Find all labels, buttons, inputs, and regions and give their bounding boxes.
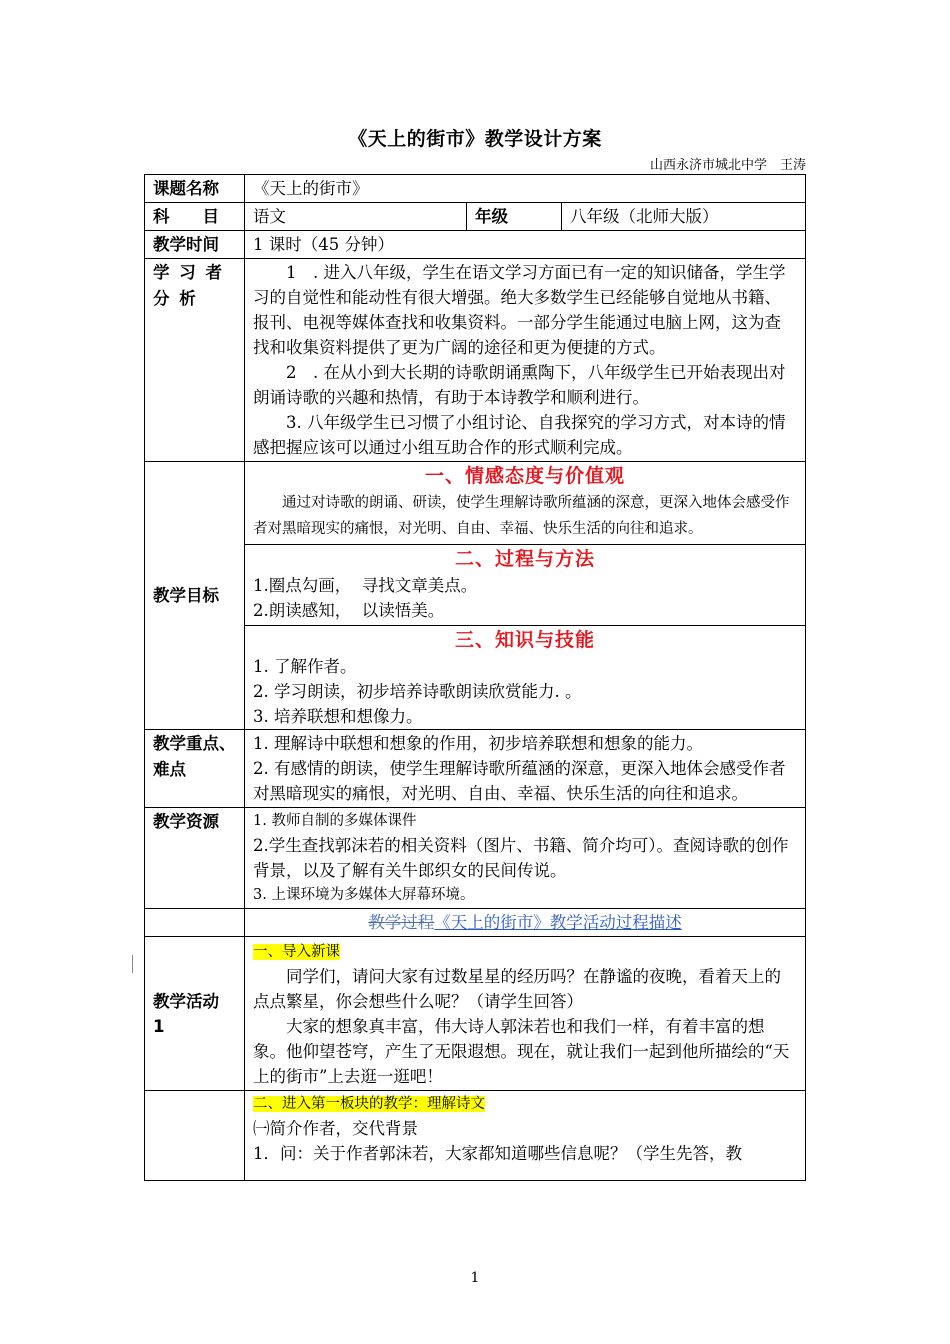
row-activity-1 bbox=[145, 937, 806, 1091]
resource-2: 2.学生查找郭沫若的相关资料（图片、书籍、简介均可）。查阅诗歌的创作背景，以及了解有关牛郎织女的民间传说。 bbox=[253, 836, 789, 880]
label-subject: 科 目 bbox=[145, 203, 245, 231]
value-subject: 语文 bbox=[245, 203, 467, 231]
process-header-empty bbox=[145, 909, 245, 937]
goals-section-1-text: 通过对诗歌的朗诵、研读，使学生理解诗歌所蕴涵的深意，更深入地体会感受作者对黑暗现实的痛恨，对光明、自由、幸福、快乐生活的向往和追求。 bbox=[253, 495, 790, 537]
row-course-name bbox=[145, 175, 806, 203]
key-point-2: 2. 有感情的朗读，使学生理解诗歌所蕴涵的深意，更深入地体会感受作者对黑暗现实的痛恨，对光明、自由、幸福、快乐生活的向往和追求。 bbox=[253, 759, 786, 803]
row-activity-2 bbox=[145, 1091, 806, 1181]
value-course-name: 《天上的街市》 bbox=[245, 175, 806, 203]
author-line: 山西永济市城北中学 王涛 bbox=[649, 158, 806, 173]
label-teaching-goals: 教学目标 bbox=[145, 462, 245, 730]
label-key-points: 教学重点、难点 bbox=[145, 730, 245, 808]
learner-analysis-content bbox=[245, 259, 806, 462]
goals-section-3-heading: 三、知识与技能 bbox=[455, 629, 596, 651]
goals-section-3 bbox=[245, 625, 805, 729]
activity-1-paragraph-1: 同学们，请问大家有过数星星的经历吗？在静谧的夜晚，看着天上的点点繁星，你会想些什么呢？（请学生回答） bbox=[253, 967, 781, 1011]
goals-section-1-heading: 一、情感态度与价值观 bbox=[425, 465, 626, 487]
goals-section-2-item-1: 1.圈点勾画， 寻找文章美点。 bbox=[253, 576, 478, 595]
goals-section-2-heading: 二、过程与方法 bbox=[455, 548, 596, 570]
process-struck-text: 教学过程 bbox=[368, 913, 435, 932]
learner-paragraph-3: 3. 八年级学生已习惯了小组讨论、自我探究的学习方式，对本诗的情感把握应该可以通过小组互助合作的形式顺利完成。 bbox=[253, 413, 786, 457]
key-point-1: 1. 理解诗中联想和想象的作用，初步培养联想和想象的能力。 bbox=[253, 734, 703, 753]
row-learner-analysis bbox=[145, 259, 806, 462]
label-learner-analysis: 学 习 者 分 析 bbox=[145, 259, 245, 462]
row-process-header bbox=[145, 909, 806, 937]
goals-section-2 bbox=[245, 544, 805, 625]
document-title: 《天上的街市》教学设计方案 bbox=[348, 128, 602, 150]
activity-2-line-2: 1．问：关于作者郭沫若，大家都知道哪些信息呢？（学生先答，教 bbox=[253, 1144, 742, 1163]
resources-content bbox=[245, 808, 806, 909]
row-key-points bbox=[145, 730, 806, 808]
key-points-content bbox=[245, 730, 806, 808]
activity-2-label-empty bbox=[145, 1091, 245, 1181]
goals-section-3-item-3: 3. 培养联想和想像力。 bbox=[253, 707, 423, 726]
process-linked-text[interactable]: 《天上的街市》教学活动过程描述 bbox=[434, 913, 682, 932]
teaching-goals-content bbox=[245, 462, 806, 730]
activity-1-content bbox=[245, 937, 806, 1091]
value-grade: 八年级（北师大版） bbox=[562, 203, 806, 231]
label-activity-1: 教学活动 1 bbox=[145, 937, 245, 1091]
label-course-name: 课题名称 bbox=[145, 175, 245, 203]
goals-section-3-item-2: 2. 学习朗读，初步培养诗歌朗读欣赏能力. 。 bbox=[253, 682, 582, 701]
row-teaching-goals bbox=[145, 462, 806, 730]
label-grade: 年级 bbox=[467, 203, 562, 231]
resource-3: 3. 上课环境为多媒体大屏幕环境。 bbox=[253, 887, 475, 903]
goals-section-2-item-2: 2.朗读感知， 以读悟美。 bbox=[253, 601, 445, 620]
margin-marker bbox=[132, 955, 135, 973]
value-time: 1 课时（45 分钟） bbox=[245, 231, 806, 259]
activity-2-heading: 二、进入第一板块的教学：理解诗文 bbox=[253, 1096, 485, 1112]
process-header bbox=[245, 909, 806, 937]
activity-1-paragraph-2: 大家的想象真丰富，伟大诗人郭沫若也和我们一样，有着丰富的想象。他仰望苍穹，产生了无限遐想。现在，就让我们一起到他所描绘的“天上的街市”上去逛一逛吧！ bbox=[253, 1017, 790, 1086]
page-number: 1 bbox=[470, 1270, 480, 1286]
learner-paragraph-2: 2 . 在从小到大长期的诗歌朗诵熏陶下，八年级学生已开始表现出对朗诵诗歌的兴趣和热情，有助于本诗教学和顺利进行。 bbox=[253, 363, 786, 407]
activity-2-content bbox=[245, 1091, 806, 1181]
activity-1-heading: 一、导入新课 bbox=[253, 944, 340, 960]
label-resources: 教学资源 bbox=[145, 808, 245, 909]
resource-1: 1. 教师自制的多媒体课件 bbox=[253, 813, 417, 829]
activity-2-line-1: ㈠简介作者，交代背景 bbox=[253, 1119, 418, 1138]
goals-section-3-item-1: 1. 了解作者。 bbox=[253, 657, 357, 676]
label-time: 教学时间 bbox=[145, 231, 245, 259]
learner-paragraph-1: 1 . 进入八年级，学生在语文学习方面已有一定的知识储备，学生学习的自觉性和能动性有很大增强。绝大多数学生已经能够自觉地从书籍、报刊、电视等媒体查找和收集资料。一部分学生能通过电脑上网，这为查找和收集资料提供了更为广阔的途径和更为便捷的方式。 bbox=[253, 263, 786, 357]
row-subject bbox=[145, 203, 806, 231]
lesson-plan-table bbox=[144, 174, 806, 1181]
row-time bbox=[145, 231, 806, 259]
row-resources bbox=[145, 808, 806, 909]
